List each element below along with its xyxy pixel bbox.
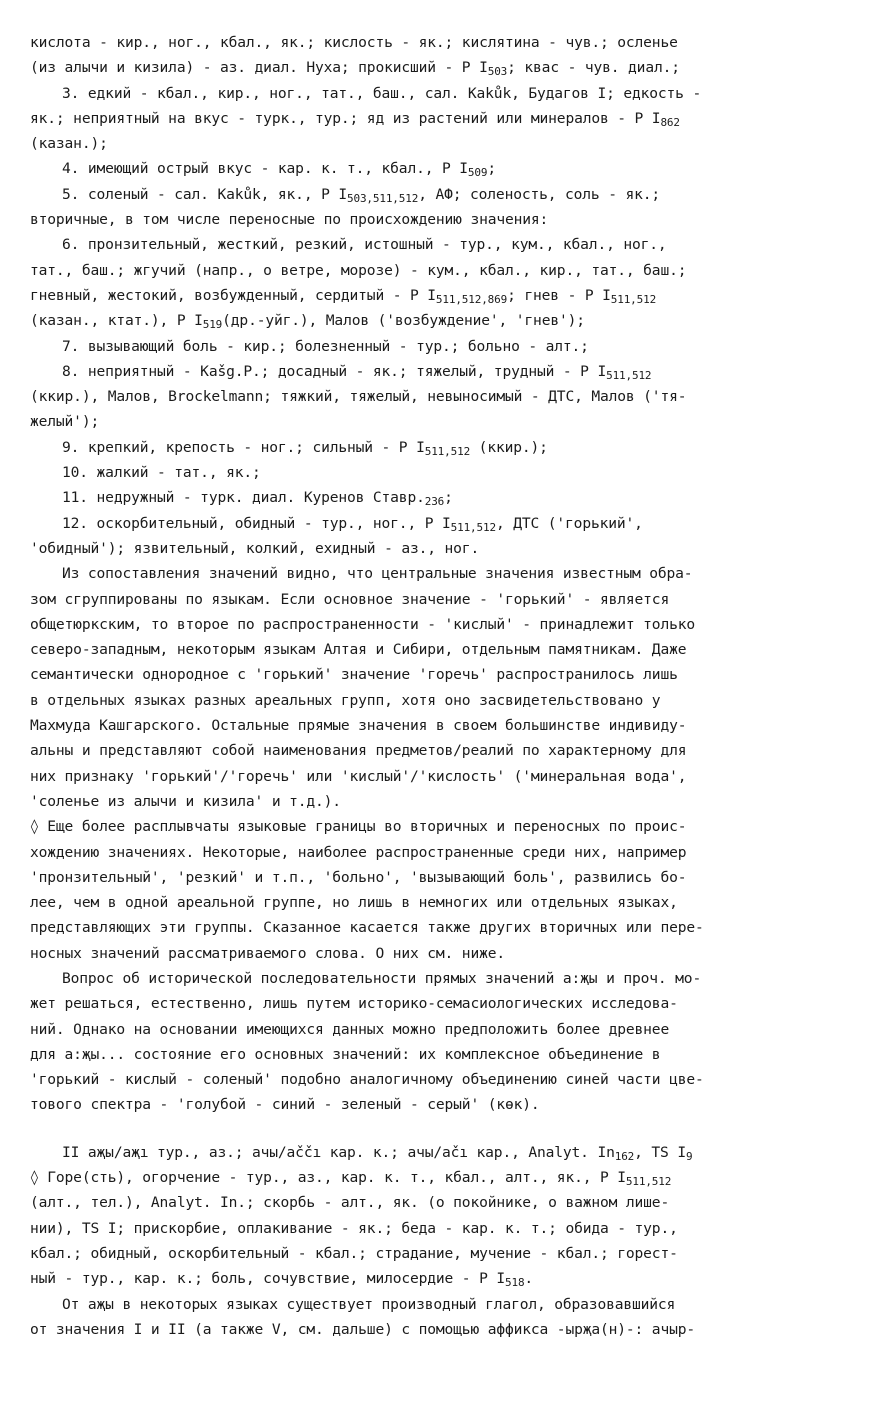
line-text: як.; неприятный на вкус - турк., тур.; яд из растений или минералов - Р I: [30, 109, 661, 127]
line-text: хождению значениях. Некоторые, наиболее распространенные среди них, например: [30, 843, 687, 861]
text-line: [30, 688, 856, 713]
text-line: [30, 207, 856, 232]
line-text-continued: ; гнев - Р I: [507, 286, 611, 304]
text-line: [30, 536, 856, 561]
line-text: 'пронзительный', 'резкий' и т.п., 'больно', 'вызывающий боль', развились бо-: [30, 868, 687, 886]
line-text: 10. жалкий - тат., як.;: [62, 464, 261, 482]
text-line: [30, 1190, 856, 1215]
line-text: лее, чем в одной ареальной группе, но лишь в немногих или отдельных языках,: [30, 894, 678, 912]
text-line: [30, 1317, 856, 1342]
line-text-continued: , ДТС ('горький',: [495, 514, 643, 532]
line-text-continued: .: [524, 1270, 534, 1288]
text-line: [30, 435, 856, 460]
line-text: 3. едкий - кбал., кир., ног., тат., баш., сал. Kakůk, Будагов I; едкость -: [62, 84, 702, 102]
line-text: ний. Однако на основании имеющихся данных можно предположить более древнее: [30, 1020, 670, 1038]
source-index: 162: [614, 1149, 635, 1163]
line-text: в отдельных языках разных ареальных групп, хотя оно засвидетельствовано у: [30, 691, 661, 709]
line-text: кбал.; обидный, оскорбительный - кбал.; страдание, мучение - кбал.; горест-: [30, 1244, 678, 1262]
text-line: [30, 789, 856, 814]
text-line: [30, 1266, 856, 1291]
line-text-continued: (др.-уйг.), Малов ('возбуждение', 'гнев');: [222, 312, 585, 330]
line-text: Махмуда Кашгарского. Остальные прямые значения в своем большинстве индивиду-: [30, 717, 687, 735]
text-line: [30, 511, 856, 536]
text-line: [30, 1067, 856, 1092]
source-index: 519: [202, 318, 223, 332]
text-line: [30, 55, 856, 80]
line-text: 11. недружный - турк. диал. Куренов Ставр.: [62, 489, 425, 507]
source-index: 862: [660, 115, 680, 129]
line-text: 8. неприятный - Kašg.Р.; досадный - як.; тяжелый, трудный - Р I: [62, 362, 607, 380]
line-text: II аҗы/аҗı тур., аз.; ачы/аččı кар. к.; ачы/ačı кар., Analyt. In: [62, 1143, 615, 1161]
line-text: нии), TS I; прискорбие, оплакивание - як.; беда - кар. к. т.; обида - тур.,: [30, 1219, 678, 1237]
line-text: (алт., тел.), Analyt. In.; скорбь - алт., як. (о покойнике, о важном лише-: [30, 1194, 670, 1212]
text-line: [30, 1165, 856, 1190]
line-text: зом сгруппированы по языкам. Если основное значение - 'горький' - является: [30, 590, 670, 608]
line-text-continued: ; квас - чув. диал.;: [507, 59, 680, 77]
text-line: [30, 81, 856, 106]
line-text-continued: ;: [487, 160, 496, 178]
line-text: носных значений рассматриваемого слова. О них см. ниже.: [30, 944, 505, 962]
line-text: (казан., ктат.), Р I: [30, 312, 203, 330]
line-text: желый');: [30, 413, 100, 431]
line-text: для а:җы... состояние его основных значений: их комплексное объединение в: [30, 1045, 661, 1063]
text-line: [30, 131, 856, 156]
text-line: [30, 334, 856, 359]
text-line: [30, 156, 856, 181]
text-line: [30, 359, 856, 384]
text-line: [30, 485, 856, 510]
text-line: [30, 991, 856, 1016]
text-line: [30, 865, 856, 890]
text-line: [30, 283, 856, 308]
source-index: 511,512: [450, 520, 496, 534]
line-text: семантически однородное с 'горький' значение 'горечь' распространилось лишь: [30, 666, 678, 684]
text-line: [30, 232, 856, 257]
line-text: От аҗы в некоторых языках существует производный глагол, образовавшийся: [62, 1295, 676, 1313]
text-line: [30, 713, 856, 738]
source-index: 509: [467, 166, 488, 180]
line-text: Из сопоставления значений видно, что центральные значения известным обра-: [62, 565, 693, 583]
text-line: [30, 966, 856, 991]
line-text-continued: , АФ; соленость, соль - як.;: [418, 185, 661, 203]
text-line: [30, 814, 856, 839]
line-text: представляющих эти группы. Сказанное касается также других вторичных или пере-: [30, 919, 704, 937]
line-text: 4. имеющий острый вкус - кар. к. т., кбал., Р I: [62, 160, 468, 178]
paragraph-gap: [30, 1118, 856, 1140]
line-text: тового спектра - 'голубой - синий - зеленый - серый' (көк).: [30, 1096, 540, 1114]
line-text: Вопрос об исторической последовательности прямых значений а:җы и проч. мо-: [62, 969, 702, 987]
text-line: [30, 460, 856, 485]
text-line: [30, 890, 856, 915]
line-text: 'обидный'); язвительный, колкий, ехидный - аз., ног.: [30, 539, 480, 557]
text-line: [30, 258, 856, 283]
line-text-continued: ;: [444, 489, 453, 507]
line-text-continued: , TS I: [634, 1143, 686, 1161]
text-line: [30, 30, 856, 55]
line-text: них признаку 'горький'/'горечь' или 'кислый'/'кислость' ('минеральная вода',: [30, 767, 687, 785]
text-line: [30, 308, 856, 333]
source-index: 503: [487, 65, 508, 79]
text-line: [30, 587, 856, 612]
source-index: 511,512: [606, 368, 652, 382]
line-text: ◊ Горе(сть), огорчение - тур., аз., кар. к. т., кбал., алт., як., Р I: [30, 1169, 626, 1187]
text-line: [30, 738, 856, 763]
line-text: альны и представляют собой наименования предметов/реалий по характерному для: [30, 742, 687, 760]
text-line: [30, 637, 856, 662]
source-index: 511,512: [610, 292, 657, 306]
line-text: 5. соленый - сал. Kakůk, як., Р I: [62, 185, 347, 203]
text-line: [30, 1042, 856, 1067]
text-line: [30, 1140, 856, 1165]
line-text: (из алычи и кизила) - аз. диал. Нуха; прокисший - Р I: [30, 59, 488, 77]
line-text: 9. крепкий, крепость - ног.; сильный - Р I: [62, 438, 425, 456]
source-index: 9: [685, 1149, 693, 1163]
line-text: 12. оскорбительный, обидный - тур., ног., Р I: [62, 514, 451, 532]
text-line: [30, 1292, 856, 1317]
text-line: [30, 1241, 856, 1266]
line-text: жет решаться, естественно, лишь путем историко-семасиологических исследова-: [30, 995, 678, 1013]
line-text: (казан.);: [30, 135, 108, 153]
text-line: [30, 182, 856, 207]
line-text: 'горький - кислый - соленый' подобно аналогичному объединению синей части цве-: [30, 1071, 704, 1089]
text-line: [30, 106, 856, 131]
text-line: [30, 561, 856, 586]
line-text: ный - тур., кар. к.; боль, сочувствие, милосердие - Р I: [30, 1270, 505, 1288]
line-text: 7. вызывающий боль - кир.; болезненный - тур.; больно - алт.;: [62, 337, 589, 355]
line-text: 6. пронзительный, жесткий, резкий, истошный - тур., кум., кбал., ног.,: [62, 236, 667, 254]
text-line: [30, 840, 856, 865]
source-index: 511,512: [625, 1175, 672, 1189]
line-text: северо-западным, некоторым языкам Алтая и Сибири, отдельным памятникам. Даже: [30, 641, 687, 659]
line-text: от значения I и II (а также V, см. дальше) с помощью аффикса -ырҗа(н)-: ачыр-: [30, 1320, 695, 1338]
text-line: [30, 409, 856, 434]
line-text: кислота - кир., ног., кбал., як.; кислость - як.; кислятина - чув.; осленье: [30, 34, 678, 51]
source-index: 236: [424, 495, 445, 509]
text-line: [30, 1216, 856, 1241]
text-line: [30, 1017, 856, 1042]
line-text: (ккир.), Малов, Brockelmann; тяжкий, тяжелый, невыносимый - ДТС, Малов ('тя-: [30, 388, 687, 406]
text-line: [30, 1092, 856, 1117]
line-text: вторичные, в том числе переносные по происхождению значения:: [30, 211, 549, 229]
source-index: 518: [505, 1276, 525, 1290]
line-text: гневный, жестокий, возбужденный, сердитый - Р I: [30, 286, 436, 304]
line-text: общетюркским, то второе по распространенности - 'кислый' - принадлежит только: [30, 615, 695, 633]
text-line: [30, 941, 856, 966]
source-index: 511,512: [424, 444, 471, 458]
text-line: [30, 915, 856, 940]
text-line: [30, 612, 856, 637]
line-text: ◊ Еще более расплывчаты языковые границы во вторичных и переносных по проис-: [30, 818, 687, 836]
line-text: тат., баш.; жгучий (напр., о ветре, морозе) - кум., кбал., кир., тат., баш.;: [30, 261, 687, 279]
source-index: 503,511,512: [347, 191, 419, 205]
text-line: [30, 662, 856, 687]
text-line: [30, 384, 856, 409]
source-index: 511,512,869: [435, 292, 508, 306]
text-line: [30, 764, 856, 789]
line-text-continued: (ккир.);: [470, 438, 548, 456]
line-text: 'соленье из алычи и кизила' и т.д.).: [30, 792, 341, 810]
